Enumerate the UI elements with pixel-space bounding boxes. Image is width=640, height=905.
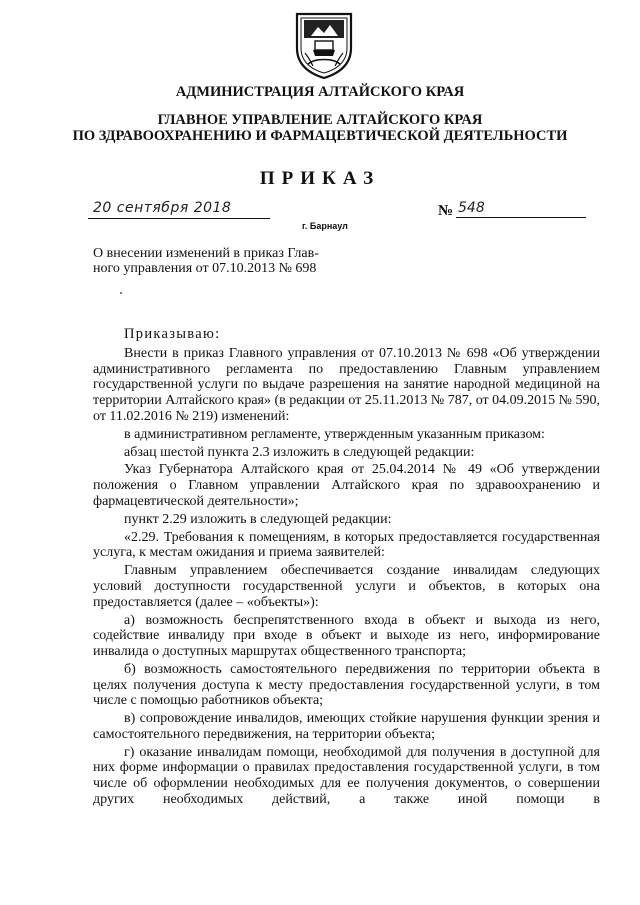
body-paragraph: б) возможность самостоятельного передвижения по территории объекта в целях получения доступа к месту предоставления государственной услуги, в том числе с помощью работников объекта; <box>93 661 600 709</box>
order-subject <box>93 246 373 276</box>
body-paragraph: в) сопровождение инвалидов, имеющих стойкие нарушения функции зрения и самостоятельного передвижения, на территории объекта; <box>93 711 600 742</box>
order-body <box>93 346 600 810</box>
body-paragraph: в административном регламенте, утвержденным указанным приказом: <box>124 426 545 442</box>
department-title-line2: ПО ЗДРАВООХРАНЕНИЮ И ФАРМАЦЕВТИЧЕСКОЙ ДЕЯТЕЛЬНОСТИ <box>72 128 568 144</box>
body-paragraph: Внести в приказ Главного управления от 07.10.2013 № 698 «Об утверждении административного регламента по предоставлению Главным управлением государственной услуги по выдаче разрешения на занятие народной медициной на территории Алтайского края» (в редакции от 25.11.2013 № 787, от 04.09.2015 № 590, от 11.02.2016 № 219) изменений: <box>93 346 600 424</box>
date-underline <box>88 218 270 219</box>
department-title <box>0 112 640 144</box>
body-paragraph: а) возможность беспрепятственного входа в объект и выхода из него, содействие инвалиду при входе в объект и выходе из него, информирование инвалида о доступных маршрутах общественного транспорта; <box>93 612 600 659</box>
number-underline <box>456 217 586 218</box>
body-paragraph: г) оказание инвалидам помощи, необходимой для получения в доступной для них форме информации о правилах предоставления государственной услуги, в том числе об оформлении необходимых для ее получения документов, о совершении других необходимых действий, а также иной помощи в <box>93 744 600 807</box>
body-paragraph: «2.29. Требования к помещениям, в которых предоставляется государственная услуга, к местам ожидания и приема заявителей: <box>93 529 600 561</box>
body-paragraph: Указ Губернатора Алтайского края от 25.04.2014 № 49 «Об утверждении положения о Главном управлении Алтайского края по здравоохранению и фармацевтической деятельности»; <box>93 462 600 509</box>
body-paragraph: пункт 2.29 изложить в следующей редакции: <box>124 511 392 527</box>
city-label: г. Барнаул <box>302 221 348 231</box>
order-word: Приказываю: <box>124 326 221 342</box>
administration-title: АДМИНИСТРАЦИЯ АЛТАЙСКОГО КРАЯ <box>175 84 465 100</box>
order-subject-line2: ного управления от 07.10.2013 № 698 <box>93 261 317 276</box>
body-paragraph: абзац шестой пункта 2.3 изложить в следующей редакции: <box>124 444 475 460</box>
document-type-title: ПРИКАЗ <box>259 168 381 189</box>
department-title-line1: ГЛАВНОЕ УПРАВЛЕНИЕ АЛТАЙСКОГО КРАЯ <box>157 112 483 128</box>
handwritten-date: 20 сентября 2018 <box>93 200 232 216</box>
body-paragraph: Главным управлением обеспечивается создание инвалидам следующих условий доступности государственной услуги и объектов, в которых она предоставляется (далее – «объекты»): <box>93 563 600 610</box>
stray-dot <box>120 292 122 294</box>
order-subject-line1: О внесении изменений в приказ Глав- <box>93 246 319 261</box>
number-label: № <box>438 203 454 219</box>
coat-of-arms-emblem <box>293 8 355 80</box>
handwritten-number: 548 <box>458 200 485 216</box>
